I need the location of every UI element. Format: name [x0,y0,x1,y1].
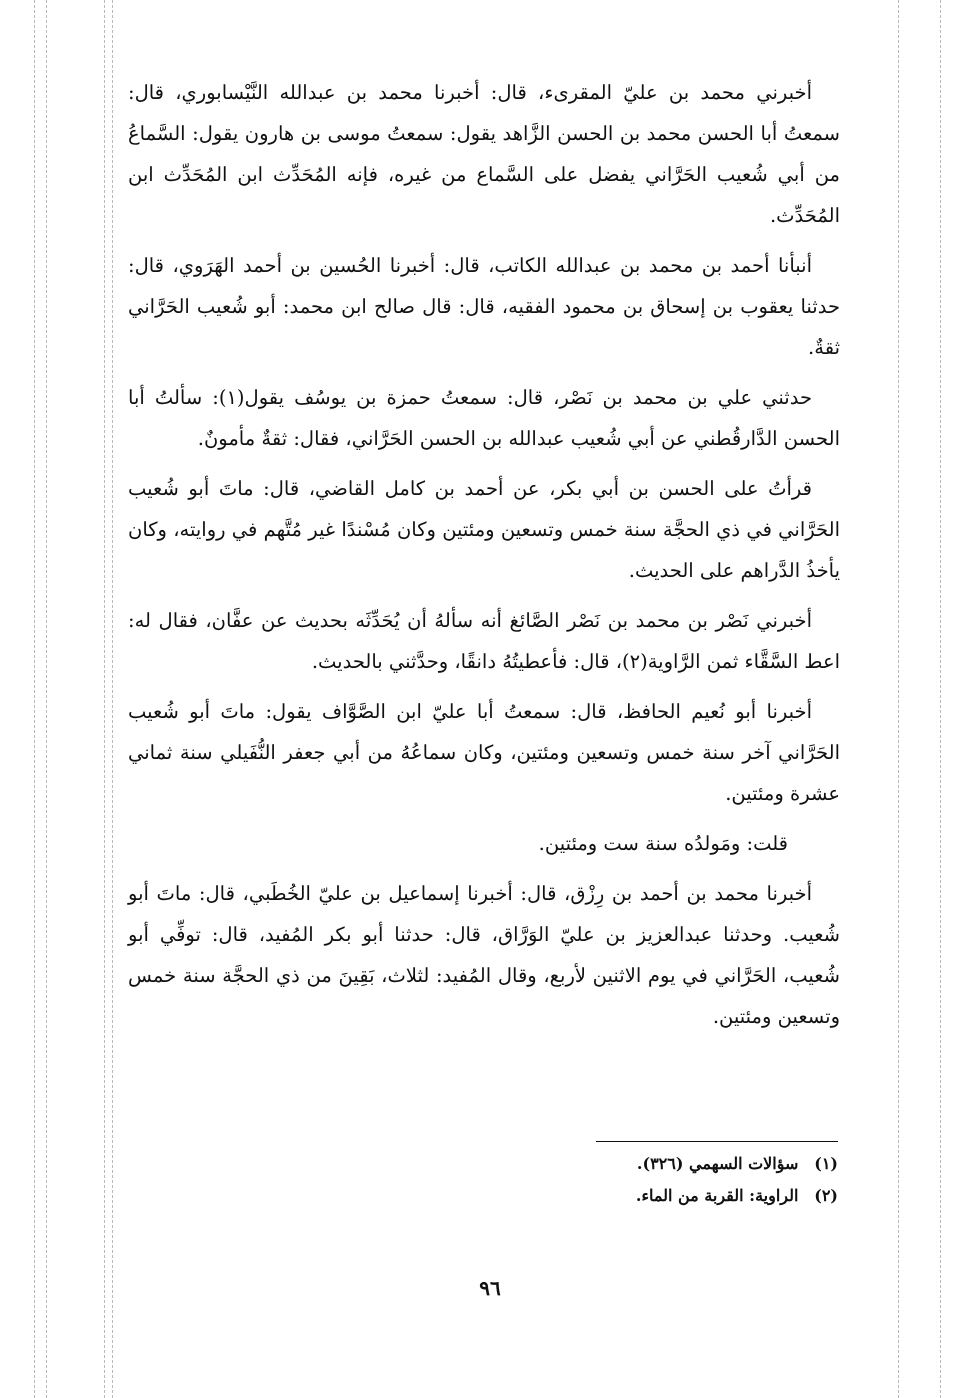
footnote-number: (٢) [814,1186,838,1205]
paragraph-5: أخبرني نَصْر بن محمد بن نَصْر الصَّائغ أنه سألهُ أن يُحَدِّثَه بحديث عن عفَّان، فقال له: اعط السَّقَّاء ثمن الرَّاوية(٢)، قال: فأعطيتُهُ دانقًا، وحدَّثني بالحديث. [128,609,840,673]
footnote-number: (١) [814,1154,838,1173]
paragraph-2: أنبأنا أحمد بن محمد بن عبدالله الكاتب، قال: أخبرنا الحُسين بن أحمد الهَرَوي، قال: حدثنا يعقوب بن إسحاق بن محمود الفقيه، قال: قال صالح ابن محمد: أبو شُعيب الحَرَّاني ثقةٌ. [128,254,840,359]
footnote-text: الراوية: القربة من الماء. [635,1186,799,1205]
footnote-2 [400,1180,838,1212]
footnote-text: سؤالات السهمي (٣٢٦). [636,1154,799,1173]
margin-guide-line [104,0,105,1398]
margin-guide-line [898,0,899,1398]
paragraph-1: أخبرني محمد بن عليّ المقرىء، قال: أخبرنا محمد بن عبدالله النَّيْسابوري، قال: سمعتُ أبا الحسن محمد بن الحسن الزَّاهد يقول: سمعتُ موسى بن هارون يقول: السَّماعُ من أبي شُعيب الحَرَّاني يفضل على السَّماع من غيره، فإنه المُحَدِّث ابن المُحَدِّث ابن المُحَدِّث. [128,81,840,227]
page-number: ٩٦ [479,1276,501,1300]
margin-guide-line [46,0,47,1398]
paragraph-7: قلت: ومَولدُه سنة ست ومئتين. [538,832,788,855]
margin-guide-line [34,0,35,1398]
footnotes [400,1148,838,1212]
paragraph-8: أخبرنا محمد بن أحمد بن رِزْق، قال: أخبرنا إسماعيل بن عليّ الخُطَبي، قال: ماتَ أبو شُعيب. وحدثنا عبدالعزيز بن عليّ الوَرَّاق، قال: حدثنا أبو بكر المُفيد، قال: توفِّي أبو شُعيب، الحَرَّاني في يوم الاثنين لأربع، وقال المُفيد: لثلاث، بَقِينَ من ذي الحجَّة سنة خمس وتسعين ومئتين. [128,882,840,1028]
footnote-1 [400,1148,838,1180]
margin-guide-line [940,0,941,1398]
paragraph-3: حدثني علي بن محمد بن نَصْر، قال: سمعتُ حمزة بن يوسُف يقول(١): سألتُ أبا الحسن الدَّارقُطني عن أبي شُعيب عبدالله بن الحسن الحَرَّاني، فقال: ثقةٌ مأمونٌ. [128,386,840,450]
margin-guide-line [112,0,113,1398]
footnote-rule [596,1141,838,1142]
paragraph-6: أخبرنا أبو نُعيم الحافظ، قال: سمعتُ أبا عليّ ابن الصَّوَّاف يقول: ماتَ أبو شُعيب الحَرَّاني آخر سنة خمس وتسعين ومئتين، وكان سماعُهُ من أبي جعفر النُّفَيلي سنة ثماني عشرة ومئتين. [128,700,840,805]
page-body [128,72,840,1046]
paragraph-4: قرأتُ على الحسن بن أبي بكر، عن أحمد بن كامل القاضي، قال: ماتَ أبو شُعيب الحَرَّاني في ذي الحجَّة سنة خمس وتسعين ومئتين وكان مُسْندًا غير مُتَّهم في روايته، وكان يأخذُ الدَّراهم على الحديث. [128,477,840,582]
